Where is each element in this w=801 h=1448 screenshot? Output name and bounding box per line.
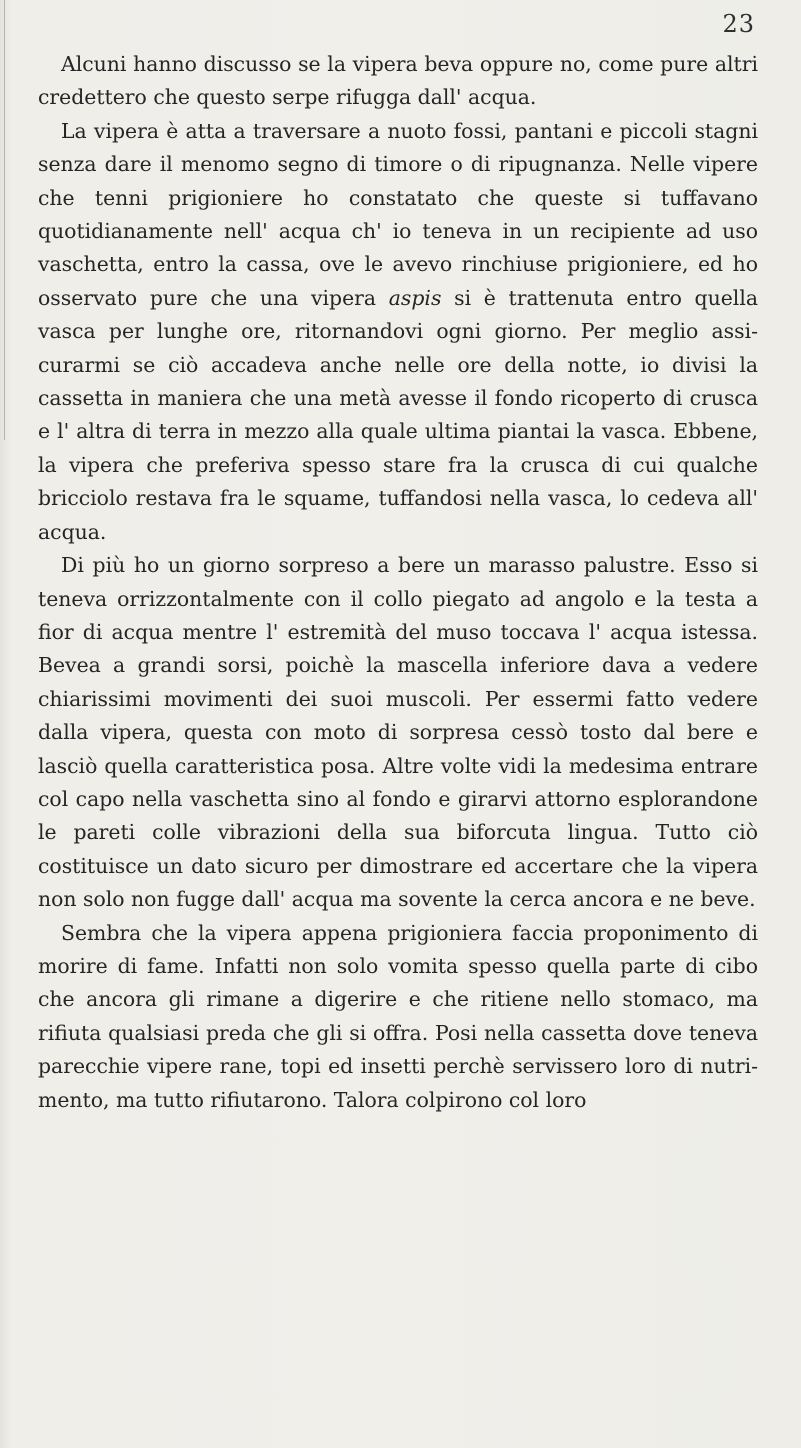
paragraph-2: La vipera è atta a traversare a nuoto fossi, pantani e piccoli stagni senza dare il menomo segno di timore o di ripugnanza. Nelle vipere che tenni prigioniere ho constatato che queste si tuffavano quotidianamente nell' acqua ch' io teneva in un recipiente ad uso vaschetta, entro la cassa, ove le avevo rinchiuse prigioniere, ed ho osservato pure che una vipera aspis si è trattenuta entro quella vasca per lunghe ore, ritornandovi ogni giorno. Per meglio assicurarmi se ciò accadeva anche nelle ore della notte, io divisi la cassetta in maniera che una metà avesse il fondo ricoperto di crusca e l' altra di terra in mezzo alla quale ultima piantai la vasca. Ebbene, la vipera che preferiva spesso stare fra la crusca di cui qualche bricciolo restava fra le squame, tuffandosi nella vasca, lo cedeva all' acqua. — [38, 118, 758, 544]
paragraph-3: Di più ho un giorno sorpreso a bere un marasso palustre. Esso si teneva orrizzontalmente con il collo piegato ad angolo e la testa a fior di acqua mentre l' estremità del muso toccava l' acqua istessa. Bevea a grandi sorsi, poichè la mascella inferiore dava a vedere chiarissimi movimenti dei suoi muscoli. Per essermi fatto vedere dalla vipera, questa con moto di sorpresa cessò tosto dal bere e lasciò quella caratteristica posa. Altre volte vidi la medesima entrare col capo nella vaschetta sino al fondo e girarvi attorno esplorandone le pareti colle vibrazioni della sua biforcuta lingua. Tutto ciò costituisce un dato sicuro per dimostrare ed accertare che la vipera non solo non fugge dall' acqua ma sovente la cerca ancora e ne beve. — [38, 553, 758, 912]
paragraph-1: Alcuni hanno discusso se la vipera beva oppure no, come pure altri credettero che questo serpe rifugga dall' acqua. — [38, 52, 758, 110]
page-edge-line — [4, 0, 5, 440]
species-name: aspis — [388, 285, 442, 310]
paragraph-4: Sembra che la vipera appena prigioniera faccia proponimento di morire di fame. Infatti non solo vomita spesso quella parte di cibo che ancora gli rimane a digerire e che ritiene nello stomaco, ma rifiuta qualsiasi preda che gli si offra. Posi nella cassetta dove teneva parecchie vipere rane, topi ed insetti perchè servissero loro di nutrimento, ma tutto rifiutarono. Talora colpirono col loro — [38, 920, 758, 1112]
page-number: 23 — [722, 10, 755, 38]
body-text — [38, 48, 758, 1117]
